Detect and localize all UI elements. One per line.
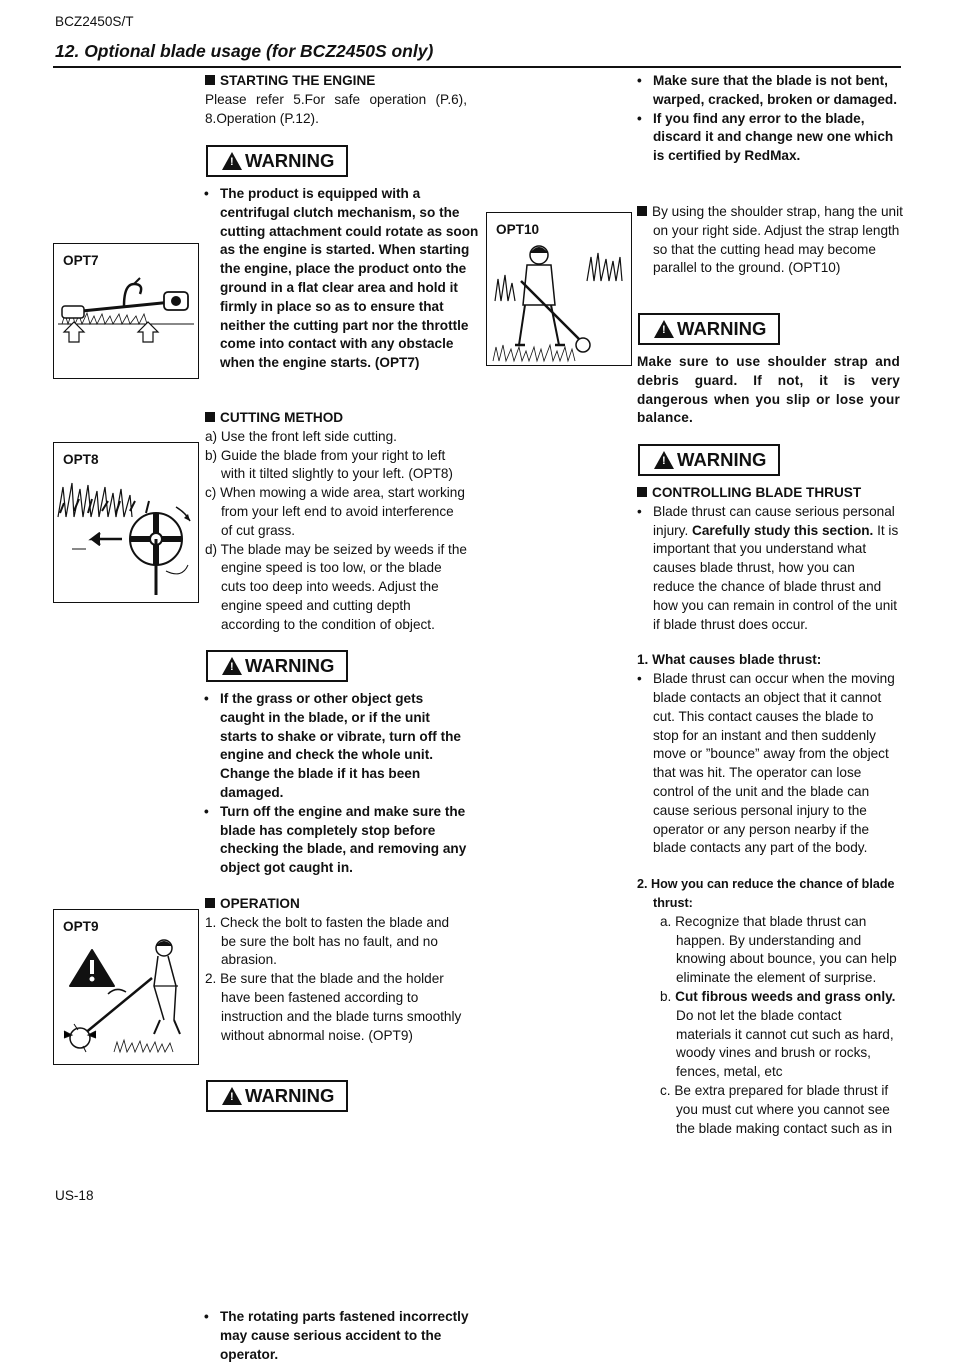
section-title: 12. Optional blade usage (for BCZ2450S only) <box>55 41 434 61</box>
figure-opt8 <box>53 442 199 603</box>
warning-icon: ! <box>654 320 674 338</box>
starting-engine-text: Please refer 5.For safe operation (P.6), 8.Operation (P.12). <box>205 91 467 126</box>
warning-bullet: • The product is equipped with a centrifugal clutch mechanism, so the cutting attachment could rotate as soon as the engine is started. When starting the engine, place the product onto the ground in a flat clear area and hold it firmly in place so as to ensure that neither the cutting part nor the throttle come into contact with any obstacle when the engine starts. (OPT7) <box>204 185 482 373</box>
figure-label: OPT9 <box>63 919 99 934</box>
list-item: d) The blade may be seized by weeds if the engine speed is too low, or the blade cuts too deep into weeds. Adjust the engine speed and cutting depth according to the condition of object. <box>205 541 467 632</box>
square-bullet-icon <box>205 412 215 422</box>
reduce-item-b: b. Cut fibrous weeds and grass only. Do not let the blade contact materials it cannot cut such as hard, woody vines and brush or rocks, fences, metal, etc <box>660 988 896 1080</box>
list-item: b) Guide the blade from your right to left with it tilted slightly to your left. (OPT8) <box>205 447 453 482</box>
cutting-method-section <box>205 409 467 635</box>
figure-label: OPT10 <box>496 222 540 237</box>
blade-check-bullets <box>637 72 899 166</box>
subheading-how-reduce: 2. How you can reduce the chance of blade thrust: <box>637 877 895 910</box>
blade-thrust-section <box>637 484 900 1138</box>
figure-opt9 <box>53 909 199 1065</box>
warning-label: WARNING <box>677 448 767 470</box>
warning-bullets <box>204 690 468 878</box>
warning-box <box>638 313 780 345</box>
list-item: 1. Check the bolt to fasten the blade and be sure the bolt has no fault, and no abrasion. <box>205 914 450 968</box>
square-bullet-icon <box>637 487 647 497</box>
square-bullet-icon <box>205 75 215 85</box>
warning-label: WARNING <box>245 1084 335 1106</box>
section-heading: OPERATION <box>205 895 467 914</box>
operation-section <box>205 895 467 1045</box>
list-item: a) Use the front left side cutting. <box>205 428 397 444</box>
warning-icon: ! <box>222 1087 242 1105</box>
warning-label: WARNING <box>245 149 335 171</box>
shoulder-strap-warning: Make sure to use shoulder strap and debris guard. If not, it is very dangerous when you slip or lose your balance. <box>637 354 900 426</box>
list-item: c) When mowing a wide area, start working from your left end to avoid interference of cut grass. <box>205 485 465 538</box>
reduce-item-c: c. Be extra prepared for blade thrust if you must cut where you cannot see the blade making contact such as in <box>660 1082 893 1136</box>
reduce-item-a: a. Recognize that blade thrust can happen. By understanding and knowing about bounce, you can help eliminate the element of surprise. <box>660 913 897 986</box>
warning-bullet: • If you find any error to the blade, discard it and change new one which is certified by RedMax. <box>637 110 899 166</box>
subheading-what-causes: 1. What causes blade thrust: <box>637 652 822 668</box>
shoulder-strap-illustration <box>487 241 631 365</box>
square-bullet-icon <box>205 898 215 908</box>
section-heading: STARTING THE ENGINE <box>205 72 467 91</box>
warning-box <box>638 444 780 476</box>
figure-opt10 <box>486 212 632 366</box>
model-number: BCZ2450S/T <box>55 14 134 29</box>
thrust-intro: • Blade thrust can cause serious personal injury. Carefully study this section. It is important that you understand what causes blade thrust, how you can reduce the chance of blade thrust and how you can remain in control of the unit if blade thrust does occur. <box>637 503 900 635</box>
figure-opt7 <box>53 243 199 379</box>
shoulder-strap-text: By using the shoulder strap, hang the unit on your right side. Adjust the strap length so that the cutting head may become parallel to the ground. (OPT10) <box>637 203 915 278</box>
warning-bullet: • Make sure that the blade is not bent, warped, cracked, broken or damaged. <box>637 72 899 110</box>
page-number: US-18 <box>55 1188 94 1203</box>
section-heading: CUTTING METHOD <box>205 409 467 428</box>
operation-illustration <box>54 934 198 1062</box>
figure-label: OPT7 <box>63 253 99 268</box>
warning-label: WARNING <box>245 654 335 676</box>
warning-icon: ! <box>654 451 674 469</box>
warning-bullet: • The rotating parts fastened incorrectly may cause serious accident to the operator. <box>204 1308 482 1364</box>
square-bullet-icon <box>637 206 647 216</box>
list-item: 2. Be sure that the blade and the holder have been fastened according to instruction and the blade turns smoothly without abnormal noise. (OPT9) <box>205 971 462 1043</box>
warning-bullet: • If the grass or other object gets caught in the blade, or if the unit starts to shake or vibrate, turn off the engine and check the whole unit. Change the blade if it has been damaged. <box>204 690 468 803</box>
section-heading: CONTROLLING BLADE THRUST <box>637 484 900 503</box>
title-rule <box>53 66 901 68</box>
figure-label: OPT8 <box>63 452 99 467</box>
warning-bullet: • Turn off the engine and make sure the blade has completely stop before checking the blade, and removing any object got caught in. <box>204 803 468 878</box>
warning-box <box>206 650 348 682</box>
warning-icon: ! <box>222 152 242 170</box>
trimmer-start-illustration <box>54 272 198 378</box>
warning-icon: ! <box>222 657 242 675</box>
starting-engine-section <box>205 72 467 128</box>
warning-box <box>206 1080 348 1112</box>
warning-box <box>206 145 348 177</box>
cutting-direction-illustration <box>54 473 198 601</box>
warning-label: WARNING <box>677 317 767 339</box>
thrust-cause-text: • Blade thrust can occur when the moving blade contacts an object that it cannot cut. This contact causes the blade to stop for an instant and then suddenly move or ”bounce” away from the object that was hit. The operator can lose control of the unit and the blade can cause serious personal injury to the operator or any person nearby if the blade contacts any part of the body. <box>637 670 900 858</box>
